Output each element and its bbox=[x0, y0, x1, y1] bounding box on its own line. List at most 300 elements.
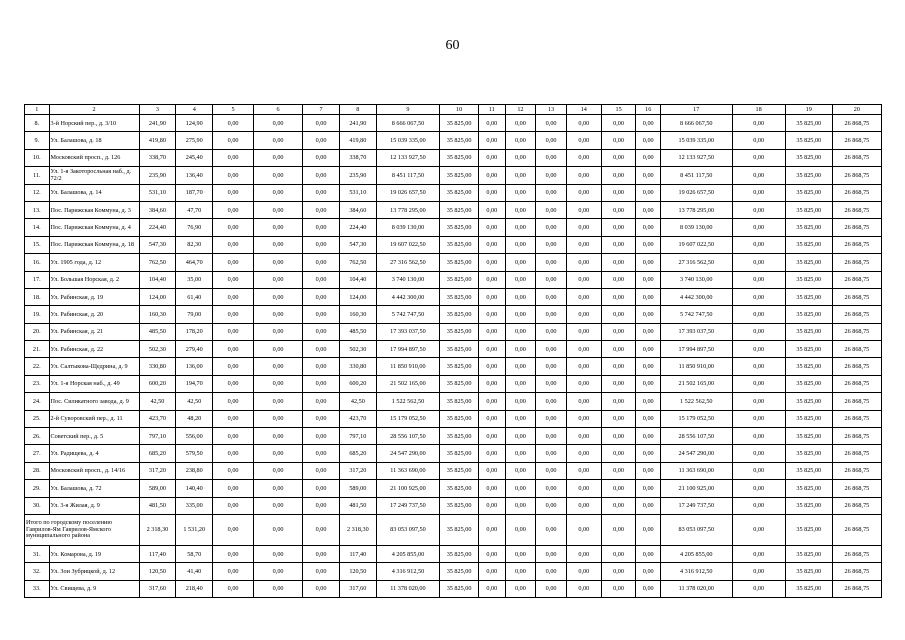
row-number-cell: 25. bbox=[25, 410, 50, 427]
table-row bbox=[25, 462, 882, 479]
table-cell: 0,00 bbox=[505, 184, 536, 201]
table-cell: 0,00 bbox=[479, 462, 506, 479]
table-row bbox=[25, 341, 882, 358]
table-cell: 0,00 bbox=[479, 428, 506, 445]
table-cell: 0,00 bbox=[636, 497, 661, 514]
table-cell: 35 825,00 bbox=[440, 410, 479, 427]
table-cell: 0,00 bbox=[254, 271, 303, 288]
table-cell: 0,00 bbox=[536, 341, 567, 358]
table-row bbox=[25, 115, 882, 132]
address-cell: 3-й Норский пер., д. 3/10 bbox=[49, 115, 139, 132]
table-cell: 0,00 bbox=[505, 201, 536, 218]
table-cell: 35 825,00 bbox=[440, 514, 479, 545]
table-cell: 19 607 022,50 bbox=[660, 236, 732, 253]
table-cell: 245,40 bbox=[176, 149, 213, 166]
table-cell: 26 868,75 bbox=[832, 323, 881, 340]
table-cell: 0,00 bbox=[601, 445, 636, 462]
table-cell: 0,00 bbox=[505, 358, 536, 375]
table-cell: 0,00 bbox=[601, 462, 636, 479]
table-row bbox=[25, 271, 882, 288]
table-row bbox=[25, 184, 882, 201]
table-cell: 35 825,00 bbox=[785, 236, 832, 253]
table-cell: 4 205 855,00 bbox=[660, 545, 732, 562]
table-cell: 0,00 bbox=[566, 462, 601, 479]
table-row bbox=[25, 236, 882, 253]
table-cell: 0,00 bbox=[479, 358, 506, 375]
table-cell: 762,50 bbox=[139, 254, 176, 271]
table-cell: 11 363 690,00 bbox=[660, 462, 732, 479]
table-cell: 0,00 bbox=[254, 497, 303, 514]
table-cell: 21 100 925,00 bbox=[660, 480, 732, 497]
table-cell: 76,90 bbox=[176, 219, 213, 236]
table-row bbox=[25, 306, 882, 323]
table-cell: 0,00 bbox=[303, 393, 340, 410]
table-cell: 0,00 bbox=[479, 410, 506, 427]
address-cell: Ул. 3-я Жилая, д. 9 bbox=[49, 497, 139, 514]
table-cell: 0,00 bbox=[732, 375, 785, 392]
address-cell: Пос. Силикатного завода, д. 9 bbox=[49, 393, 139, 410]
table-cell: 0,00 bbox=[601, 219, 636, 236]
table-cell: 0,00 bbox=[213, 497, 254, 514]
table-cell: 82,30 bbox=[176, 236, 213, 253]
table-cell: 0,00 bbox=[566, 201, 601, 218]
table-cell: 0,00 bbox=[213, 480, 254, 497]
table-cell: 61,40 bbox=[176, 288, 213, 305]
header-cell: 15 bbox=[601, 105, 636, 115]
table-cell: 11 378 020,00 bbox=[660, 580, 732, 597]
row-number-cell: 30. bbox=[25, 497, 50, 514]
table-cell: 0,00 bbox=[213, 445, 254, 462]
table-cell: 0,00 bbox=[566, 271, 601, 288]
table-cell: 0,00 bbox=[505, 497, 536, 514]
table-cell: 26 868,75 bbox=[832, 563, 881, 580]
address-cell: Ул. 1-я Норская наб., д. 49 bbox=[49, 375, 139, 392]
table-cell: 384,60 bbox=[139, 201, 176, 218]
table-cell: 42,50 bbox=[176, 393, 213, 410]
table-cell: 0,00 bbox=[601, 358, 636, 375]
table-row bbox=[25, 254, 882, 271]
table-cell: 0,00 bbox=[479, 375, 506, 392]
table-cell: 224,40 bbox=[339, 219, 376, 236]
table-cell: 35 825,00 bbox=[785, 480, 832, 497]
address-cell: 2-й Суворовский пер., д. 11 bbox=[49, 410, 139, 427]
table-cell: 0,00 bbox=[636, 254, 661, 271]
table-cell: 0,00 bbox=[566, 254, 601, 271]
table-cell: 0,00 bbox=[732, 323, 785, 340]
table-cell: 0,00 bbox=[536, 271, 567, 288]
table-cell: 0,00 bbox=[303, 306, 340, 323]
table-cell: 0,00 bbox=[636, 115, 661, 132]
table-cell: 0,00 bbox=[601, 410, 636, 427]
table-cell: 160,30 bbox=[339, 306, 376, 323]
table-cell: 5 742 747,50 bbox=[376, 306, 439, 323]
table-cell: 35 825,00 bbox=[785, 462, 832, 479]
table-cell: 317,20 bbox=[339, 462, 376, 479]
table-cell: 0,00 bbox=[505, 563, 536, 580]
table-cell: 17 249 737,50 bbox=[660, 497, 732, 514]
table-cell: 0,00 bbox=[601, 545, 636, 562]
table-cell: 21 502 165,00 bbox=[660, 375, 732, 392]
table-cell: 0,00 bbox=[601, 393, 636, 410]
table-cell: 26 868,75 bbox=[832, 580, 881, 597]
table-cell: 0,00 bbox=[505, 306, 536, 323]
table-cell: 0,00 bbox=[732, 306, 785, 323]
table-cell: 0,00 bbox=[505, 254, 536, 271]
address-cell: Ул. Салтыкова-Щедрина, д. 9 bbox=[49, 358, 139, 375]
table-cell: 0,00 bbox=[732, 445, 785, 462]
table-cell: 0,00 bbox=[505, 288, 536, 305]
table-cell: 0,00 bbox=[213, 514, 254, 545]
table-cell: 0,00 bbox=[732, 462, 785, 479]
table-cell: 0,00 bbox=[636, 462, 661, 479]
table-cell: 0,00 bbox=[566, 410, 601, 427]
table-cell: 0,00 bbox=[303, 375, 340, 392]
table-cell: 317,20 bbox=[139, 462, 176, 479]
header-cell: 16 bbox=[636, 105, 661, 115]
table-cell: 0,00 bbox=[213, 132, 254, 149]
table-cell: 35 825,00 bbox=[440, 375, 479, 392]
table-cell: 28 556 107,50 bbox=[660, 428, 732, 445]
table-cell: 35 825,00 bbox=[440, 497, 479, 514]
table-cell: 120,50 bbox=[339, 563, 376, 580]
table-cell: 42,50 bbox=[139, 393, 176, 410]
table-cell: 0,00 bbox=[254, 341, 303, 358]
table-cell: 0,00 bbox=[732, 545, 785, 562]
table-cell: 0,00 bbox=[601, 236, 636, 253]
row-number-cell: 13. bbox=[25, 201, 50, 218]
table-cell: 0,00 bbox=[213, 184, 254, 201]
table-cell: 140,40 bbox=[176, 480, 213, 497]
row-number-cell: 12. bbox=[25, 184, 50, 201]
table-cell: 0,00 bbox=[479, 236, 506, 253]
table-cell: 0,00 bbox=[213, 462, 254, 479]
table-cell: 0,00 bbox=[732, 288, 785, 305]
table-cell: 0,00 bbox=[732, 358, 785, 375]
table-cell: 0,00 bbox=[636, 514, 661, 545]
table-cell: 0,00 bbox=[213, 306, 254, 323]
table-cell: 589,00 bbox=[339, 480, 376, 497]
table-cell: 17 994 897,50 bbox=[660, 341, 732, 358]
table-cell: 117,40 bbox=[139, 545, 176, 562]
table-cell: 26 868,75 bbox=[832, 201, 881, 218]
table-cell: 35 825,00 bbox=[785, 219, 832, 236]
table-cell: 0,00 bbox=[254, 115, 303, 132]
table-cell: 0,00 bbox=[732, 580, 785, 597]
table-cell: 8 451 117,50 bbox=[376, 167, 439, 184]
table-cell: 5 742 747,50 bbox=[660, 306, 732, 323]
header-cell: 9 bbox=[376, 105, 439, 115]
table-cell: 0,00 bbox=[636, 445, 661, 462]
table-cell: 17 994 897,50 bbox=[376, 341, 439, 358]
table-cell: 338,70 bbox=[339, 149, 376, 166]
table-cell: 26 868,75 bbox=[832, 545, 881, 562]
header-cell: 2 bbox=[49, 105, 139, 115]
table-cell: 17 249 737,50 bbox=[376, 497, 439, 514]
table-cell: 0,00 bbox=[213, 563, 254, 580]
row-number-cell: 9. bbox=[25, 132, 50, 149]
table-cell: 0,00 bbox=[505, 445, 536, 462]
table-cell: 600,20 bbox=[339, 375, 376, 392]
table-cell: 0,00 bbox=[254, 580, 303, 597]
table-cell: 0,00 bbox=[213, 410, 254, 427]
table-cell: 0,00 bbox=[601, 497, 636, 514]
table-row bbox=[25, 393, 882, 410]
table-cell: 0,00 bbox=[536, 236, 567, 253]
table-cell: 26 868,75 bbox=[832, 219, 881, 236]
table-row bbox=[25, 497, 882, 514]
table-cell: 0,00 bbox=[303, 271, 340, 288]
row-number-cell: 19. bbox=[25, 306, 50, 323]
table-cell: 26 868,75 bbox=[832, 428, 881, 445]
table-cell: 0,00 bbox=[732, 341, 785, 358]
table-cell: 0,00 bbox=[254, 184, 303, 201]
table-cell: 35 825,00 bbox=[785, 563, 832, 580]
header-cell: 10 bbox=[440, 105, 479, 115]
header-cell: 5 bbox=[213, 105, 254, 115]
table-cell: 0,00 bbox=[536, 480, 567, 497]
table-cell: 21 100 925,00 bbox=[376, 480, 439, 497]
table-cell: 317,60 bbox=[339, 580, 376, 597]
table-cell: 0,00 bbox=[303, 358, 340, 375]
table-cell: 0,00 bbox=[303, 167, 340, 184]
table-cell: 0,00 bbox=[536, 545, 567, 562]
table-cell: 0,00 bbox=[601, 132, 636, 149]
table-row bbox=[25, 149, 882, 166]
address-cell: Советский пер., д. 5 bbox=[49, 428, 139, 445]
table-cell: 0,00 bbox=[536, 497, 567, 514]
table-cell: 0,00 bbox=[254, 236, 303, 253]
table-cell: 26 868,75 bbox=[832, 445, 881, 462]
table-cell: 35 825,00 bbox=[785, 410, 832, 427]
address-cell: Ул. Балашова, д. 18 bbox=[49, 132, 139, 149]
table-cell: 547,30 bbox=[139, 236, 176, 253]
table-cell: 0,00 bbox=[254, 375, 303, 392]
table-cell: 0,00 bbox=[303, 462, 340, 479]
address-cell: Пос. Парижская Коммуна, д. 4 bbox=[49, 219, 139, 236]
table-cell: 0,00 bbox=[479, 254, 506, 271]
table-cell: 35 825,00 bbox=[785, 514, 832, 545]
table-cell: 0,00 bbox=[732, 254, 785, 271]
table-cell: 4 442 300,00 bbox=[376, 288, 439, 305]
table-cell: 26 868,75 bbox=[832, 497, 881, 514]
table-cell: 464,70 bbox=[176, 254, 213, 271]
table-cell: 241,90 bbox=[139, 115, 176, 132]
table-cell: 8 039 130,00 bbox=[376, 219, 439, 236]
table-cell: 8 666 067,50 bbox=[660, 115, 732, 132]
table-cell: 35 825,00 bbox=[440, 167, 479, 184]
table-cell: 797,10 bbox=[139, 428, 176, 445]
page-number: 60 bbox=[445, 38, 460, 53]
table-cell: 0,00 bbox=[303, 254, 340, 271]
table-cell: 0,00 bbox=[601, 306, 636, 323]
table-row bbox=[25, 288, 882, 305]
table-cell: 0,00 bbox=[254, 563, 303, 580]
table-cell: 26 868,75 bbox=[832, 341, 881, 358]
table-cell: 0,00 bbox=[636, 580, 661, 597]
table-cell: 0,00 bbox=[505, 341, 536, 358]
address-cell: Пос. Парижская Коммуна, д. 3 bbox=[49, 201, 139, 218]
table-cell: 194,70 bbox=[176, 375, 213, 392]
table-row bbox=[25, 201, 882, 218]
table-cell: 279,40 bbox=[176, 341, 213, 358]
table-cell: 0,00 bbox=[505, 480, 536, 497]
table-cell: 0,00 bbox=[732, 184, 785, 201]
table-cell: 579,50 bbox=[176, 445, 213, 462]
table-cell: 26 868,75 bbox=[832, 184, 881, 201]
address-cell: Пос. Парижская Коммуна, д. 18 bbox=[49, 236, 139, 253]
table-cell: 0,00 bbox=[479, 115, 506, 132]
table-cell: 35 825,00 bbox=[785, 271, 832, 288]
table-cell: 0,00 bbox=[601, 167, 636, 184]
table-cell: 0,00 bbox=[213, 167, 254, 184]
table-cell: 19 026 657,50 bbox=[376, 184, 439, 201]
address-cell: Ул. 1905 года, д. 12 bbox=[49, 254, 139, 271]
table-cell: 0,00 bbox=[566, 288, 601, 305]
table-cell: 0,00 bbox=[601, 271, 636, 288]
table-cell: 0,00 bbox=[479, 514, 506, 545]
table-cell: 0,00 bbox=[479, 580, 506, 597]
table-cell: 531,10 bbox=[139, 184, 176, 201]
table-row bbox=[25, 563, 882, 580]
table-cell: 0,00 bbox=[254, 358, 303, 375]
table-cell: 0,00 bbox=[479, 271, 506, 288]
table-cell: 21 502 165,00 bbox=[376, 375, 439, 392]
table-cell: 35 825,00 bbox=[785, 306, 832, 323]
table-cell: 187,70 bbox=[176, 184, 213, 201]
table-cell: 0,00 bbox=[254, 167, 303, 184]
table-cell: 0,00 bbox=[601, 323, 636, 340]
table-cell: 0,00 bbox=[479, 480, 506, 497]
table-cell: 0,00 bbox=[505, 375, 536, 392]
table-cell: 0,00 bbox=[254, 132, 303, 149]
table-cell: 124,90 bbox=[176, 115, 213, 132]
table-cell: 24 547 290,00 bbox=[376, 445, 439, 462]
table-cell: 35 825,00 bbox=[440, 323, 479, 340]
table-cell: 0,00 bbox=[601, 254, 636, 271]
table-header-row bbox=[25, 105, 882, 115]
table-cell: 0,00 bbox=[213, 428, 254, 445]
table-row bbox=[25, 167, 882, 184]
table-cell: 35 825,00 bbox=[785, 201, 832, 218]
address-cell: Ул. Большая Норская, д. 2 bbox=[49, 271, 139, 288]
table-cell: 0,00 bbox=[566, 132, 601, 149]
row-number-cell: 33. bbox=[25, 580, 50, 597]
table-cell: 26 868,75 bbox=[832, 254, 881, 271]
table-cell: 502,30 bbox=[139, 341, 176, 358]
header-cell: 6 bbox=[254, 105, 303, 115]
header-cell: 4 bbox=[176, 105, 213, 115]
table-cell: 600,20 bbox=[139, 375, 176, 392]
address-cell: Ул. Балашова, д. 72 bbox=[49, 480, 139, 497]
table-cell: 0,00 bbox=[536, 462, 567, 479]
table-cell: 0,00 bbox=[566, 445, 601, 462]
table-cell: 0,00 bbox=[732, 410, 785, 427]
table-cell: 0,00 bbox=[536, 288, 567, 305]
table-cell: 419,80 bbox=[139, 132, 176, 149]
table-cell: 235,90 bbox=[139, 167, 176, 184]
table-cell: 0,00 bbox=[505, 393, 536, 410]
table-cell: 0,00 bbox=[732, 236, 785, 253]
table-cell: 35 825,00 bbox=[440, 580, 479, 597]
table-cell: 0,00 bbox=[303, 132, 340, 149]
table-cell: 0,00 bbox=[566, 497, 601, 514]
table-cell: 136,40 bbox=[176, 167, 213, 184]
table-cell: 26 868,75 bbox=[832, 149, 881, 166]
table-cell: 0,00 bbox=[601, 201, 636, 218]
table-cell: 35 825,00 bbox=[785, 497, 832, 514]
table-cell: 0,00 bbox=[303, 341, 340, 358]
table-cell: 0,00 bbox=[636, 428, 661, 445]
table-cell: 0,00 bbox=[505, 149, 536, 166]
table-cell: 0,00 bbox=[505, 514, 536, 545]
table-cell: 120,50 bbox=[139, 563, 176, 580]
table-cell: 26 868,75 bbox=[832, 462, 881, 479]
table-cell: 0,00 bbox=[536, 201, 567, 218]
table-row bbox=[25, 323, 882, 340]
table-cell: 0,00 bbox=[601, 514, 636, 545]
table-cell: 35 825,00 bbox=[785, 167, 832, 184]
table-cell: 0,00 bbox=[536, 393, 567, 410]
table-cell: 0,00 bbox=[536, 167, 567, 184]
table-cell: 35 825,00 bbox=[785, 445, 832, 462]
table-cell: 0,00 bbox=[732, 132, 785, 149]
table-cell: 8 039 130,00 bbox=[660, 219, 732, 236]
table-cell: 0,00 bbox=[536, 323, 567, 340]
table-cell: 0,00 bbox=[479, 219, 506, 236]
table-cell: 531,10 bbox=[339, 184, 376, 201]
table-cell: 35 825,00 bbox=[440, 480, 479, 497]
table-cell: 0,00 bbox=[732, 149, 785, 166]
row-number-cell: 32. bbox=[25, 563, 50, 580]
header-cell: 17 bbox=[660, 105, 732, 115]
table-cell: 0,00 bbox=[254, 514, 303, 545]
table-cell: 2 318,30 bbox=[139, 514, 176, 545]
table-cell: 35 825,00 bbox=[785, 184, 832, 201]
address-cell: Московский просп., д. 126 bbox=[49, 149, 139, 166]
table-cell: 0,00 bbox=[254, 201, 303, 218]
table-cell: 0,00 bbox=[479, 497, 506, 514]
header-cell: 20 bbox=[832, 105, 881, 115]
table-cell: 0,00 bbox=[636, 306, 661, 323]
table-cell: 35 825,00 bbox=[785, 149, 832, 166]
table-cell: 0,00 bbox=[505, 115, 536, 132]
table-cell: 12 133 927,50 bbox=[660, 149, 732, 166]
table-cell: 238,80 bbox=[176, 462, 213, 479]
table-cell: 15 039 335,00 bbox=[376, 132, 439, 149]
table-cell: 685,20 bbox=[339, 445, 376, 462]
table-cell: 0,00 bbox=[636, 271, 661, 288]
header-cell: 1 bbox=[25, 105, 50, 115]
table-cell: 330,80 bbox=[139, 358, 176, 375]
table-cell: 28 556 107,50 bbox=[376, 428, 439, 445]
table-cell: 0,00 bbox=[505, 410, 536, 427]
table-cell: 0,00 bbox=[636, 563, 661, 580]
table-cell: 0,00 bbox=[536, 184, 567, 201]
table-cell: 0,00 bbox=[213, 115, 254, 132]
header-cell: 18 bbox=[732, 105, 785, 115]
header-cell: 7 bbox=[303, 105, 340, 115]
table-cell: 0,00 bbox=[536, 580, 567, 597]
table-cell: 4 316 912,50 bbox=[660, 563, 732, 580]
table-cell: 0,00 bbox=[213, 545, 254, 562]
table-cell: 0,00 bbox=[566, 149, 601, 166]
table-cell: 17 393 037,50 bbox=[660, 323, 732, 340]
table-cell: 11 378 020,00 bbox=[376, 580, 439, 597]
table-cell: 0,00 bbox=[536, 428, 567, 445]
table-cell: 1 522 562,50 bbox=[660, 393, 732, 410]
table-cell: 1 531,20 bbox=[176, 514, 213, 545]
table-cell: 0,00 bbox=[566, 306, 601, 323]
